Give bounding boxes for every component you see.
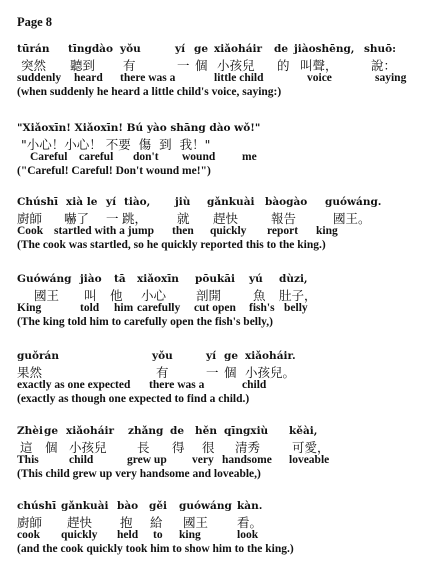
hanzi-word: 跳， xyxy=(122,211,148,226)
hanzi-word: 說： xyxy=(371,58,397,73)
hanzi-word: 肚子， xyxy=(279,288,317,303)
hanzi-word: 趕快 xyxy=(213,211,239,226)
sentence-block xyxy=(17,500,412,557)
pinyin-word: Chúshī xyxy=(17,196,59,208)
hanzi-word: 得 xyxy=(172,440,185,455)
hanzi-word: 突然 xyxy=(21,58,47,73)
pinyin-line xyxy=(17,425,412,438)
hanzi-word: 這 xyxy=(20,440,33,455)
hanzi-word: 趕快 xyxy=(67,515,93,530)
pinyin-word: pōukāi xyxy=(195,273,236,285)
gloss-word: belly xyxy=(284,302,308,314)
gloss-word: exactly as one expected xyxy=(17,379,131,391)
pinyin-word: bàogào xyxy=(265,196,308,208)
gloss-word: don't xyxy=(133,151,159,163)
pinyin-word: xiǎoxīn xyxy=(137,273,179,285)
hanzi-word: 國王。 xyxy=(333,211,371,226)
gloss-word: Careful xyxy=(30,151,68,163)
pinyin-word: kěài, xyxy=(289,425,318,437)
hanzi-word: 個 xyxy=(195,58,208,73)
pinyin-word: guówáng. xyxy=(325,196,382,208)
pinyin-word: yí xyxy=(106,196,117,208)
hanzi-word: 的 xyxy=(277,58,290,73)
hanzi-word: 個 xyxy=(224,365,237,380)
hanzi-line xyxy=(17,56,412,72)
gloss-word: startled with a jump xyxy=(54,225,154,237)
translation-text: (The king told him to carefully open the fish's belly,) xyxy=(17,316,274,328)
hanzi-line xyxy=(17,286,412,302)
gloss-word: report xyxy=(267,225,299,237)
hanzi-word: 清秀 xyxy=(235,440,261,455)
gloss-word: quickly xyxy=(210,225,247,237)
gloss-word: then xyxy=(172,225,194,237)
gloss-word: careful xyxy=(79,151,114,163)
gloss-word: child xyxy=(69,454,94,466)
hanzi-word: 看。 xyxy=(237,515,263,530)
gloss-word: cook xyxy=(17,529,40,541)
hanzi-word: 聽到 xyxy=(70,58,96,73)
pinyin-word: ge xyxy=(194,43,209,55)
gloss-word: suddenly xyxy=(17,72,62,84)
pinyin-word: ge xyxy=(224,350,239,362)
translation-line xyxy=(17,543,412,557)
translation-line xyxy=(17,316,412,330)
pinyin-word: zhǎng xyxy=(128,425,164,437)
pinyin-word: de xyxy=(170,425,185,437)
pinyin-word: jiàoshēng, xyxy=(294,43,355,55)
hanzi-word: 抱 xyxy=(120,515,133,530)
pinyin-word: tūrán xyxy=(17,43,50,55)
gloss-word: fish's xyxy=(249,302,275,314)
pinyin-word: jiào xyxy=(80,273,102,285)
translation-text: (The cook was startled, so he quickly reported this to the king.) xyxy=(17,239,326,251)
translation-line xyxy=(17,468,412,482)
gloss-word: grew up xyxy=(127,454,167,466)
hanzi-line xyxy=(17,209,412,225)
hanzi-word: 可愛， xyxy=(292,440,330,455)
gloss-word: carefully xyxy=(137,302,181,314)
pinyin-word: gěi xyxy=(149,500,168,512)
gloss-line xyxy=(17,225,412,239)
pinyin-word: xiǎoháir xyxy=(66,425,115,437)
pinyin-line xyxy=(17,350,412,363)
hanzi-word: 一 xyxy=(106,211,119,226)
pinyin-line xyxy=(17,122,412,135)
hanzi-word: 個 xyxy=(45,440,58,455)
gloss-word: told xyxy=(80,302,100,314)
gloss-line xyxy=(17,151,412,165)
translation-line xyxy=(17,86,412,100)
pinyin-line xyxy=(17,196,412,209)
gloss-word: heard xyxy=(74,72,103,84)
gloss-word: held xyxy=(117,529,139,541)
pinyin-word: yí xyxy=(206,350,217,362)
gloss-line xyxy=(17,379,412,393)
gloss-word: child xyxy=(242,379,267,391)
gloss-word: handsome xyxy=(222,454,272,466)
hanzi-word: 他 xyxy=(110,288,123,303)
hanzi-word: 剖開 xyxy=(196,288,222,303)
pinyin-word: xiǎoháir. xyxy=(245,350,296,362)
translation-line xyxy=(17,239,412,253)
hanzi-word: 小孩兒 xyxy=(217,58,255,73)
gloss-word: there was a xyxy=(149,379,205,391)
pinyin-word: gǎnkuài xyxy=(207,196,255,208)
gloss-word: quickly xyxy=(61,529,98,541)
pinyin-word: gǎnkuài xyxy=(61,500,109,512)
hanzi-word: 小心 xyxy=(141,288,167,303)
hanzi-line xyxy=(17,513,412,529)
hanzi-line xyxy=(17,135,412,151)
pinyin-word: bào xyxy=(117,500,139,512)
gloss-word: voice xyxy=(307,72,332,84)
gloss-line xyxy=(17,454,412,468)
hanzi-word: 國王 xyxy=(183,515,209,530)
gloss-word: wound xyxy=(182,151,216,163)
pinyin-word: chúshī xyxy=(17,500,57,512)
pinyin-word: yǒu xyxy=(120,43,141,55)
hanzi-word: 報告 xyxy=(271,211,297,226)
gloss-word: to xyxy=(153,529,163,541)
gloss-word: loveable xyxy=(289,454,330,466)
hanzi-word: 小孩兒。 xyxy=(245,365,296,380)
translation-text: (This child grew up very handsome and loveable,) xyxy=(17,468,261,480)
hanzi-word: 長 xyxy=(137,440,150,455)
translation-line xyxy=(17,393,412,407)
pinyin-word: dùzi, xyxy=(279,273,308,285)
sentence-block xyxy=(17,196,412,253)
pinyin-word: yú xyxy=(249,273,263,285)
translation-text: (and the cook quickly took him to show him to the king.) xyxy=(17,543,294,555)
sentence-block xyxy=(17,122,412,179)
hanzi-word: 很 xyxy=(202,440,215,455)
translation-text: (when suddenly he heard a little child's voice, saying:) xyxy=(17,86,282,98)
hanzi-word: 果然 xyxy=(17,365,43,380)
pinyin-word: qīngxiù xyxy=(224,425,269,437)
sentence-block xyxy=(17,273,412,330)
page-number: Page 8 xyxy=(17,15,53,29)
pinyin-word: yí xyxy=(175,43,186,55)
gloss-word: there was a xyxy=(120,72,176,84)
gloss-word: saying xyxy=(375,72,407,84)
pinyin-word: guǒrán xyxy=(17,350,59,362)
hanzi-word: 有 xyxy=(123,58,136,73)
gloss-word: him xyxy=(114,302,134,314)
pinyin-word: xià le xyxy=(66,196,98,208)
hanzi-word: 國王 xyxy=(34,288,60,303)
gloss-line xyxy=(17,529,412,543)
hanzi-word: 嚇了 xyxy=(64,211,90,226)
pinyin-word: Guówáng xyxy=(17,273,72,285)
pinyin-word: tiào, xyxy=(124,196,151,208)
pinyin-word: guówáng xyxy=(179,500,232,512)
hanzi-word: 給 xyxy=(150,515,163,530)
pinyin-word: Zhèi xyxy=(17,425,43,437)
translation-text: (exactly as though one expected to find a child.) xyxy=(17,393,250,405)
hanzi-word: 廚師 xyxy=(17,515,43,530)
translation-line xyxy=(17,165,412,179)
hanzi-word: 一 xyxy=(177,58,190,73)
pinyin-word: tā xyxy=(114,273,126,285)
pinyin-word: shuō: xyxy=(364,43,397,55)
hanzi-word: 小孩兒 xyxy=(69,440,107,455)
pinyin-line-text: "Xiǎoxīn! Xiǎoxīn! Bú yào shāng dào wǒ!" xyxy=(17,122,261,134)
hanzi-word: 魚 xyxy=(253,288,266,303)
pinyin-word: jiù xyxy=(175,196,191,208)
hanzi-word: 一 xyxy=(206,365,219,380)
sentence-block xyxy=(17,43,412,100)
gloss-word: This xyxy=(17,454,39,466)
gloss-word: cut open xyxy=(194,302,236,314)
gloss-line xyxy=(17,302,412,316)
pinyin-line xyxy=(17,500,412,513)
gloss-word: king xyxy=(316,225,338,237)
pinyin-word: de xyxy=(274,43,289,55)
translation-text: ("Careful! Careful! Don't wound me!") xyxy=(17,165,211,177)
hanzi-word: 叫聲， xyxy=(300,58,338,73)
pinyin-line xyxy=(17,43,412,56)
pinyin-word: tīngdào xyxy=(68,43,113,55)
hanzi-line xyxy=(17,363,412,379)
hanzi-word: 有 xyxy=(156,365,169,380)
pinyin-word: yǒu xyxy=(152,350,173,362)
hanzi-word: 就 xyxy=(177,211,190,226)
pinyin-word: xiǎoháir xyxy=(214,43,263,55)
gloss-word: me xyxy=(242,151,257,163)
gloss-line xyxy=(17,72,412,86)
hanzi-word: 叫 xyxy=(84,288,97,303)
gloss-word: very xyxy=(192,454,214,466)
gloss-word: Cook xyxy=(17,225,44,237)
sentence-block xyxy=(17,425,412,482)
pinyin-line xyxy=(17,273,412,286)
hanzi-line xyxy=(17,438,412,454)
gloss-word: look xyxy=(237,529,259,541)
sentence-block xyxy=(17,350,412,407)
hanzi-word: 廚師 xyxy=(17,211,43,226)
pinyin-word: hěn xyxy=(195,425,217,437)
pinyin-word: kàn. xyxy=(237,500,263,512)
gloss-word: King xyxy=(17,302,42,314)
hanzi-line-text: "小心！小心！ 不要 傷 到 我！" xyxy=(21,137,211,152)
gloss-word: king xyxy=(179,529,201,541)
pinyin-word: ge xyxy=(44,425,59,437)
gloss-word: little child xyxy=(214,72,264,84)
